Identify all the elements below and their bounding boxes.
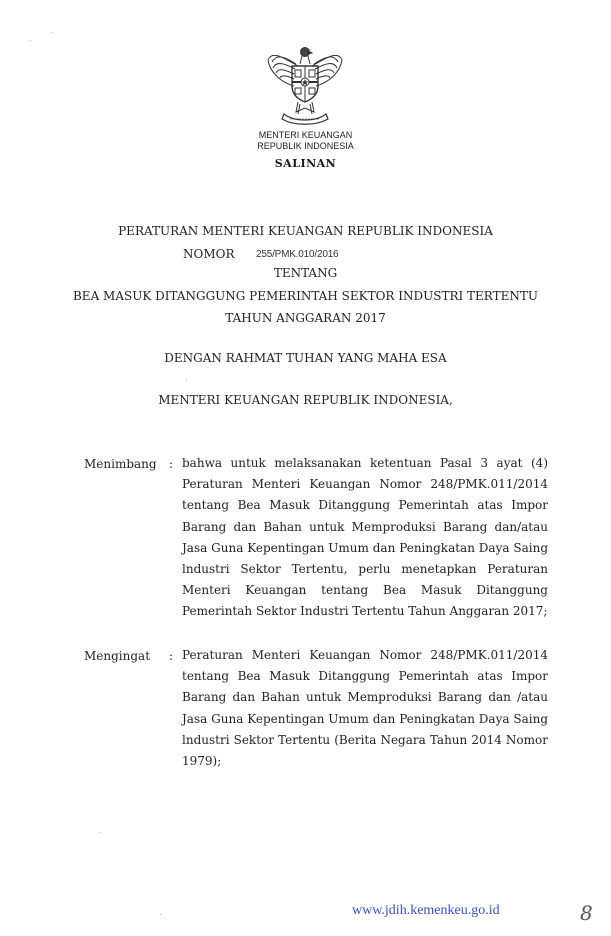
blessing-line: DENGAN RAHMAT TUHAN YANG MAHA ESA bbox=[164, 351, 447, 365]
menimbang-line: bahwa untuk melaksanakan ketentuan Pasal 3 ayat (4) bbox=[182, 456, 548, 470]
scan-speck bbox=[52, 32, 53, 33]
mengingat-paragraph bbox=[182, 645, 548, 772]
subject-line-2: TAHUN ANGGARAN 2017 bbox=[225, 311, 386, 325]
minister-line: MENTERI KEUANGAN REPUBLIK INDONESIA, bbox=[158, 393, 453, 407]
menimbang-line: tentang Bea Masuk Ditanggung Pemerintah atas Impor bbox=[182, 498, 548, 513]
page-mark: 8 bbox=[580, 901, 593, 925]
menimbang-line: Menteri Keuangan tentang Bea Masuk Ditanggung bbox=[182, 583, 548, 598]
mengingat-line: Barang dan Bahan untuk Memproduksi Barang dan /atau bbox=[182, 690, 548, 705]
tentang-label: TENTANG bbox=[273, 266, 338, 280]
menimbang-line: Pemerintah Sektor Industri Tertentu Tahun Anggaran 2017; bbox=[182, 604, 548, 619]
subject-line-1: BEA MASUK DITANGGUNG PEMERINTAH SEKTOR INDUSTRI TERTENTU bbox=[72, 289, 539, 303]
mengingat-line: Jasa Guna Kepentingan Umum dan Peningkatan Daya Saing bbox=[182, 711, 548, 726]
garuda-emblem-icon bbox=[262, 42, 348, 128]
footer-url-link[interactable]: www.jdih.kemenkeu.go.id bbox=[352, 903, 500, 918]
mengingat-line: lndustri Sektor Tertentu (Berita Negara Tahun 2014 Nomor bbox=[182, 732, 548, 747]
mengingat-line: Peraturan Menteri Keuangan Nomor 248/PMK.011/2014 bbox=[182, 648, 548, 662]
mengingat-label: Mengingat bbox=[84, 649, 151, 663]
scan-speck bbox=[160, 914, 161, 915]
menimbang-line: Barang dan Bahan untuk Memproduksi Barang dan/atau bbox=[182, 519, 548, 534]
institution-line-2: REPUBLIK INDONESIA bbox=[257, 141, 354, 151]
scan-speck bbox=[100, 832, 101, 833]
institution-line-1: MENTERI KEUANGAN bbox=[258, 130, 353, 140]
mengingat-colon: : bbox=[169, 649, 174, 663]
menimbang-line: Peraturan Menteri Keuangan Nomor 248/PMK.011/2014 bbox=[182, 477, 548, 492]
scan-speck bbox=[186, 380, 187, 381]
mengingat-line: 1979); bbox=[182, 754, 222, 769]
menimbang-paragraph bbox=[182, 453, 548, 623]
menimbang-colon: : bbox=[169, 457, 174, 471]
nomor-label: NOMOR bbox=[183, 247, 235, 261]
menimbang-line: Jasa Guna Kepentingan Umum dan Peningkatan Daya Saing bbox=[182, 540, 548, 555]
menimbang-line: lndustri Sektor Tertentu, perlu menetapkan Peraturan bbox=[182, 562, 548, 577]
menimbang-label: Menimbang bbox=[84, 457, 157, 471]
mengingat-line: tentang Bea Masuk Ditanggung Pemerintah atas Impor bbox=[182, 669, 548, 684]
scan-speck bbox=[30, 40, 31, 41]
nomor-value: 255/PMK.010/2016 bbox=[256, 249, 339, 260]
regulation-title: PERATURAN MENTERI KEUANGAN REPUBLIK INDONESIA bbox=[118, 224, 493, 238]
copy-label: SALINAN bbox=[274, 157, 337, 170]
